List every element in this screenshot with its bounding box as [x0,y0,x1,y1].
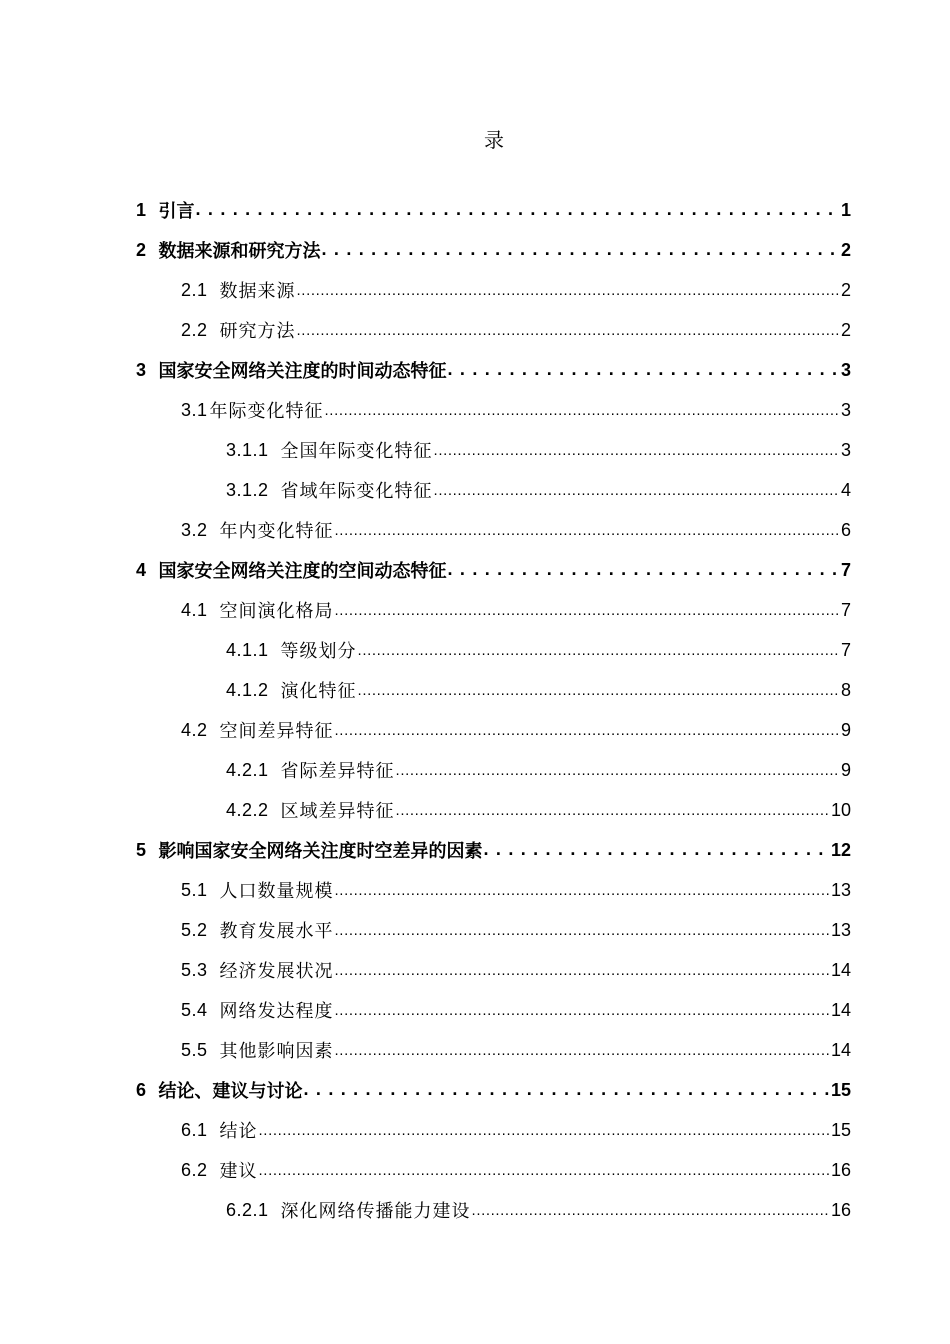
toc-entry-3[interactable] [136,350,851,390]
table-of-contents [136,190,851,1230]
toc-entry-page-number: 10 [830,799,851,820]
toc-entry-page-number: 13 [830,879,851,900]
toc-entry-5-2[interactable] [136,910,851,950]
toc-entry-page-number: 2 [840,279,851,300]
toc-entry-page-number: 1 [840,199,851,220]
toc-entry-number: 4.1 [181,599,208,620]
toc-entry-title: 年内变化特征 [219,521,334,542]
toc-entry-title: 引言 [158,201,195,222]
toc-entry-page-number: 14 [830,999,851,1020]
toc-entry-6-1[interactable] [136,1110,851,1150]
toc-entry-title: 影响国家安全网络关注度时空差异的因素 [158,841,483,862]
toc-entry-title: 国家安全网络关注度的空间动态特征 [158,561,447,582]
dot-leader [472,1199,830,1221]
toc-entry-2-2[interactable] [136,310,851,350]
toc-entry-title: 省域年际变化特征 [280,481,433,502]
dot-leader [396,759,840,781]
dot-leader [322,239,840,261]
page-title: 录 [484,128,504,152]
toc-entry-4-2-1[interactable] [136,750,851,790]
dot-leader [396,799,830,821]
toc-entry-4-2-2[interactable] [136,790,851,830]
dot-leader [325,399,840,421]
toc-entry-3-1[interactable] [136,390,851,430]
toc-entry-3-1-2[interactable] [136,470,851,510]
toc-entry-title: 结论、建议与讨论 [158,1081,303,1102]
dot-leader [259,1159,830,1181]
toc-entry-5-5[interactable] [136,1030,851,1070]
dot-leader [448,359,840,381]
toc-entry-page-number: 14 [830,959,851,980]
toc-entry-title: 研究方法 [219,321,296,342]
dot-leader [335,879,830,901]
toc-entry-number: 5.4 [181,999,208,1020]
dot-leader [297,279,840,301]
toc-entry-4-1[interactable] [136,590,851,630]
toc-entry-page-number: 16 [830,1159,851,1180]
toc-entry-3-2[interactable] [136,510,851,550]
toc-entry-number: 6.2 [181,1159,208,1180]
toc-entry-title: 数据来源和研究方法 [158,241,321,262]
toc-entry-page-number: 4 [840,479,851,500]
toc-entry-page-number: 9 [840,759,851,780]
toc-entry-page-number: 2 [840,239,851,260]
toc-entry-page-number: 2 [840,319,851,340]
toc-entry-number: 4.2.1 [226,759,269,780]
toc-entry-number: 6.1 [181,1119,208,1140]
dot-leader [335,959,830,981]
toc-entry-page-number: 3 [840,439,851,460]
dot-leader [335,599,840,621]
toc-entry-4-2[interactable] [136,710,851,750]
dot-leader [335,519,840,541]
dot-leader [434,439,840,461]
dot-leader [484,839,830,861]
toc-entry-number: 5.5 [181,1039,208,1060]
toc-entry-number: 4.1.1 [226,639,269,660]
toc-entry-title: 区域差异特征 [280,801,395,822]
toc-entry-title: 全国年际变化特征 [280,441,433,462]
dot-leader [434,479,840,501]
toc-entry-4-1-2[interactable] [136,670,851,710]
toc-entry-title: 空间演化格局 [219,601,334,622]
toc-entry-page-number: 14 [830,1039,851,1060]
toc-entry-title: 经济发展状况 [219,961,334,982]
toc-entry-number: 3.2 [181,519,208,540]
toc-entry-title: 建议 [219,1161,258,1182]
toc-entry-number: 1 [136,199,147,220]
toc-entry-6-2[interactable] [136,1150,851,1190]
toc-entry-4-1-1[interactable] [136,630,851,670]
toc-entry-title: 深化网络传播能力建设 [280,1201,471,1222]
dot-leader [259,1119,830,1141]
toc-entry-number: 2.2 [181,319,208,340]
toc-entry-number: 3.1.1 [226,439,269,460]
toc-entry-number: 6.2.1 [226,1199,269,1220]
toc-entry-page-number: 16 [830,1199,851,1220]
toc-entry-title: 年际变化特征 [209,401,324,422]
toc-entry-page-number: 7 [840,559,851,580]
toc-entry-number: 5.2 [181,919,208,940]
toc-entry-title: 省际差异特征 [280,761,395,782]
toc-entry-number: 5.1 [181,879,208,900]
dot-leader [448,559,840,581]
toc-entry-number: 4.2.2 [226,799,269,820]
toc-entry-number: 5 [136,839,147,860]
toc-entry-page-number: 3 [840,359,851,380]
toc-entry-page-number: 3 [840,399,851,420]
toc-entry-page-number: 7 [840,639,851,660]
toc-entry-number: 5.3 [181,959,208,980]
toc-entry-page-number: 12 [830,839,851,860]
toc-entry-page-number: 8 [840,679,851,700]
dot-leader [335,999,830,1021]
dot-leader [358,639,840,661]
toc-entry-title: 网络发达程度 [219,1001,334,1022]
toc-entry-page-number: 15 [830,1119,851,1140]
dot-leader [358,679,840,701]
toc-entry-number: 2 [136,239,147,260]
toc-entry-number: 6 [136,1079,147,1100]
toc-entry-number: 4 [136,559,147,580]
dot-leader [196,199,840,221]
toc-entry-page-number: 15 [830,1079,851,1100]
toc-entry-title: 演化特征 [280,681,357,702]
dot-leader [335,919,830,941]
toc-entry-number: 4.2 [181,719,208,740]
toc-entry-2-1[interactable] [136,270,851,310]
toc-entry-6-2-1[interactable] [136,1190,851,1230]
toc-entry-3-1-1[interactable] [136,430,851,470]
toc-entry-title: 国家安全网络关注度的时间动态特征 [158,361,447,382]
dot-leader [304,1079,830,1101]
toc-entry-title: 其他影响因素 [219,1041,334,1062]
toc-entry-title: 空间差异特征 [219,721,334,742]
toc-entry-number: 4.1.2 [226,679,269,700]
dot-leader [335,1039,830,1061]
dot-leader [335,719,840,741]
toc-entry-6[interactable] [136,1070,851,1110]
toc-entry-5-1[interactable] [136,870,851,910]
toc-entry-2[interactable] [136,230,851,270]
toc-entry-4[interactable] [136,550,851,590]
toc-entry-5-3[interactable] [136,950,851,990]
toc-entry-page-number: 7 [840,599,851,620]
toc-entry-title: 等级划分 [280,641,357,662]
toc-entry-5-4[interactable] [136,990,851,1030]
toc-entry-title: 结论 [219,1121,258,1142]
toc-entry-number: 3.1.2 [226,479,269,500]
toc-entry-page-number: 6 [840,519,851,540]
toc-entry-1[interactable] [136,190,851,230]
dot-leader [297,319,840,341]
toc-entry-number: 2.1 [181,279,208,300]
toc-entry-title: 教育发展水平 [219,921,334,942]
toc-entry-page-number: 9 [840,719,851,740]
toc-entry-title: 人口数量规模 [219,881,334,902]
toc-entry-5[interactable] [136,830,851,870]
toc-entry-title: 数据来源 [219,281,296,302]
toc-entry-number: 3 [136,359,147,380]
toc-entry-number: 3.1 [181,399,208,420]
toc-entry-page-number: 13 [830,919,851,940]
